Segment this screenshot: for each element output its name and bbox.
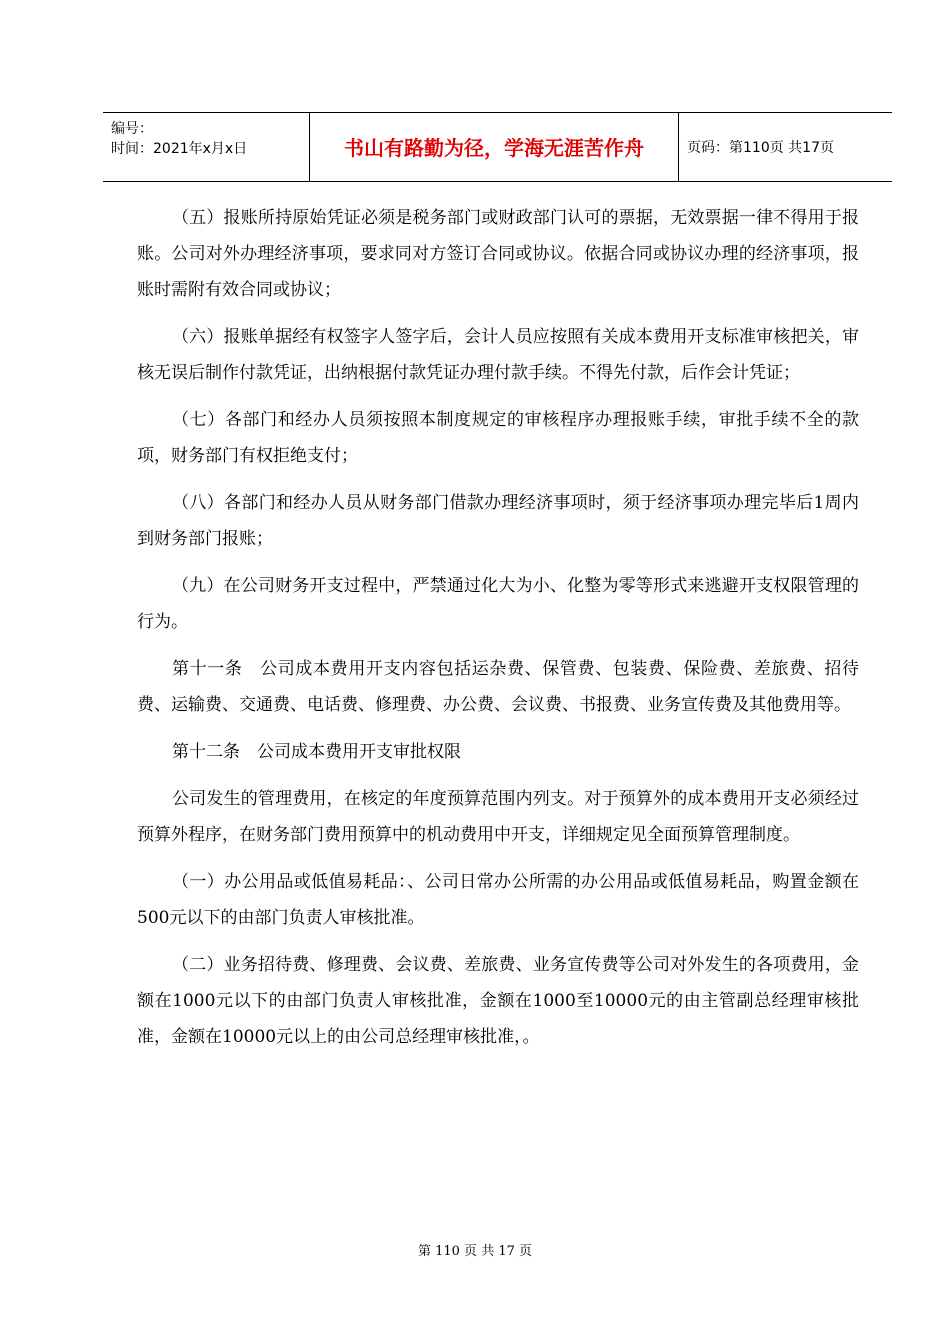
paragraph-item-8: （八）各部门和经办人员从财务部门借款办理经济事项时，须于经济事项办理完毕后1周内到财务部门报账； xyxy=(137,493,859,549)
paragraph-item-7: （七）各部门和经办人员须按照本制度规定的审核程序办理报账手续，审批手续不全的款项，财务部门有权拒绝支付； xyxy=(137,410,859,466)
page-footer: 第 110 页 共 17 页 xyxy=(417,1244,533,1259)
paragraph-item-5: （五）报账所持原始凭证必须是税务部门或财政部门认可的票据，无效票据一律不得用于报账。公司对外办理经济事项，要求同对方签订合同或协议。依据合同或协议办理的经济事项，报账时需附有效合同或协议； xyxy=(137,208,859,300)
article-12-heading: 第十二条 公司成本费用开支审批权限 xyxy=(172,742,461,762)
article-11: 第十一条 公司成本费用开支内容包括运杂费、保管费、包装费、保险费、差旅费、招待费、运输费、交通费、电话费、修理费、办公费、会议费、书报费、业务宣传费及其他费用等。 xyxy=(137,659,859,715)
document-date: 时间：2021年x月x日 xyxy=(111,141,248,157)
paragraph-item-6: （六）报账单据经有权签字人签字后，会计人员应按照有关成本费用开支标准审核把关，审核无误后制作付款凭证，出纳根据付款凭证办理付款手续。不得先付款，后作会计凭证； xyxy=(137,327,859,383)
management-expense-paragraph: 公司发生的管理费用，在核定的年度预算范围内列支。对于预算外的成本费用开支必须经过预算外程序，在财务部门费用预算中的机动费用中开支，详细规定见全面预算管理制度。 xyxy=(137,789,859,845)
paragraph-item-9: （九）在公司财务开支过程中，严禁通过化大为小、化整为零等形式来逃避开支权限管理的行为。 xyxy=(137,576,859,632)
document-number-label: 编号： xyxy=(111,121,153,137)
header-meta xyxy=(111,119,247,159)
paragraph-item-1: （一）办公用品或低值易耗品：、公司日常办公所需的办公用品或低值易耗品，购置金额在500元以下的由部门负责人审核批准。 xyxy=(137,872,859,928)
header-page-info: 页码：第110页 共17页 xyxy=(687,140,834,156)
header-motto: 书山有路勤为径，学海无涯苦作舟 xyxy=(344,136,644,160)
header-divider-right xyxy=(678,113,679,181)
document-body xyxy=(137,200,859,1066)
header-divider-left xyxy=(309,113,310,181)
paragraph-item-2: （二）业务招待费、修理费、会议费、差旅费、业务宣传费等公司对外发生的各项费用，金额在1000元以下的由部门负责人审核批准，金额在1000至10000元的由主管副总经理审核批准，金额在10000元以上的由公司总经理审核批准，。 xyxy=(137,955,859,1047)
page-header xyxy=(103,112,892,182)
